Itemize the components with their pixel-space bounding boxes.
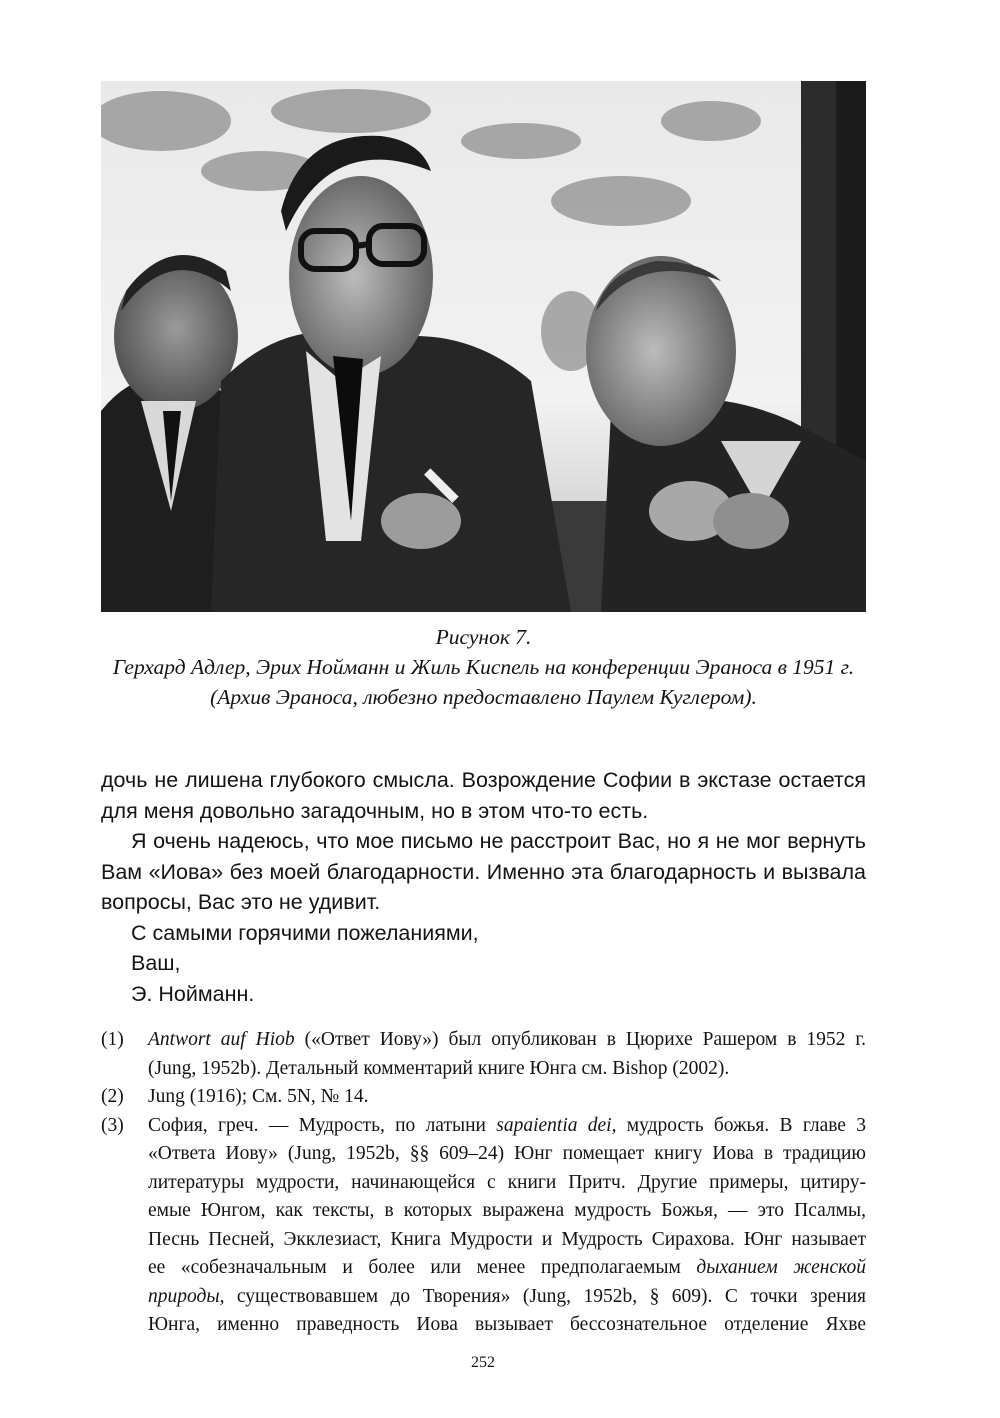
footnote-1 (101, 1026, 866, 1083)
body-line: С самыми горячими пожеланиями, (131, 920, 479, 945)
latin-term: sapaientia dei, (496, 1114, 617, 1136)
footnote-number: (3) (101, 1114, 124, 1136)
footnote-number: (2) (101, 1086, 124, 1107)
caption-line: (Архив Эраноса, любезно предоставлено Паулем Куглером). (210, 685, 757, 709)
footnote-text: мудрость божья. В главе 3 (616, 1114, 866, 1136)
body-line: Вам «Иова» без моей благодарности. Именно эта благодарность и вызвала (101, 859, 866, 884)
quoted-phrase: природы, (148, 1285, 225, 1307)
footnote-line (148, 1112, 866, 1141)
footnote-3 (101, 1112, 866, 1340)
body-line: Ваш, (131, 951, 181, 975)
footnote-text: существовавшем до Творения» (Jung, 1952b, § 609). С точки зрения (224, 1285, 866, 1307)
caption-line: Герхард Адлер, Эрих Нойманн и Жиль Киспель на конференции Эраноса в 1951 г. (112, 655, 855, 679)
footnote-2 (101, 1083, 866, 1112)
body-line: вопросы, Вас это не удивит. (101, 890, 381, 914)
footnote-text: («Ответ Иову») был опубликован в Цюрихе Рашером в 1952 г. (294, 1029, 866, 1050)
body-text (101, 765, 866, 1009)
footnote-line: литературы мудрости, начинающейся с книги Притч. Другие примеры, цитиру- (148, 1171, 866, 1193)
footnote-line (148, 1283, 866, 1312)
quoted-phrase: дыханием женской (696, 1257, 866, 1278)
footnote-line (148, 1026, 866, 1055)
body-line: для меня довольно загадочным, но в этом что-то есть. (101, 798, 649, 823)
figure-caption (90, 622, 877, 712)
page-number: 252 (471, 1354, 495, 1371)
footnote-line: «Ответа Иову» (Jung, 1952b, §§ 609–24) Юнг помещает книгу Иова в традицию (148, 1143, 866, 1164)
footnote-line: Песнь Песней, Экклезиаст, Книга Мудрости и Мудрость Сирахова. Юнг называет (148, 1228, 866, 1250)
footnote-number: (1) (101, 1029, 124, 1050)
footnote-line: Юнга, именно праведность Иова вызывает бессознательное отделение Яхве (148, 1314, 866, 1335)
footnote-text: ее «собезначальным и более или менее предполагаемым (148, 1257, 697, 1278)
body-line: Я очень надеюсь, что мое письмо не расстроит Вас, но я не мог вернуть (131, 829, 866, 853)
figure-photo (101, 81, 866, 612)
footnote-line: емые Юнгом, как тексты, в которых выражена мудрость Божья, — это Псалмы, (148, 1200, 866, 1221)
body-line: дочь не лишена глубокого смысла. Возрождение Софии в экстазе остается (101, 768, 866, 792)
footnote-line (148, 1254, 866, 1283)
body-line: Э. Нойманн. (131, 981, 255, 1006)
footnote-text: София, греч. — Мудрость, по латыни (148, 1114, 497, 1136)
figure-title: Рисунок 7. (435, 625, 532, 649)
book-title: Antwort auf Hiob (148, 1029, 295, 1050)
footnotes (101, 1026, 866, 1340)
footnote-line: (Jung, 1952b). Детальный комментарий книге Юнга см. Bishop (2002). (148, 1057, 730, 1079)
footnote-line: Jung (1916); См. 5N, № 14. (148, 1086, 369, 1107)
